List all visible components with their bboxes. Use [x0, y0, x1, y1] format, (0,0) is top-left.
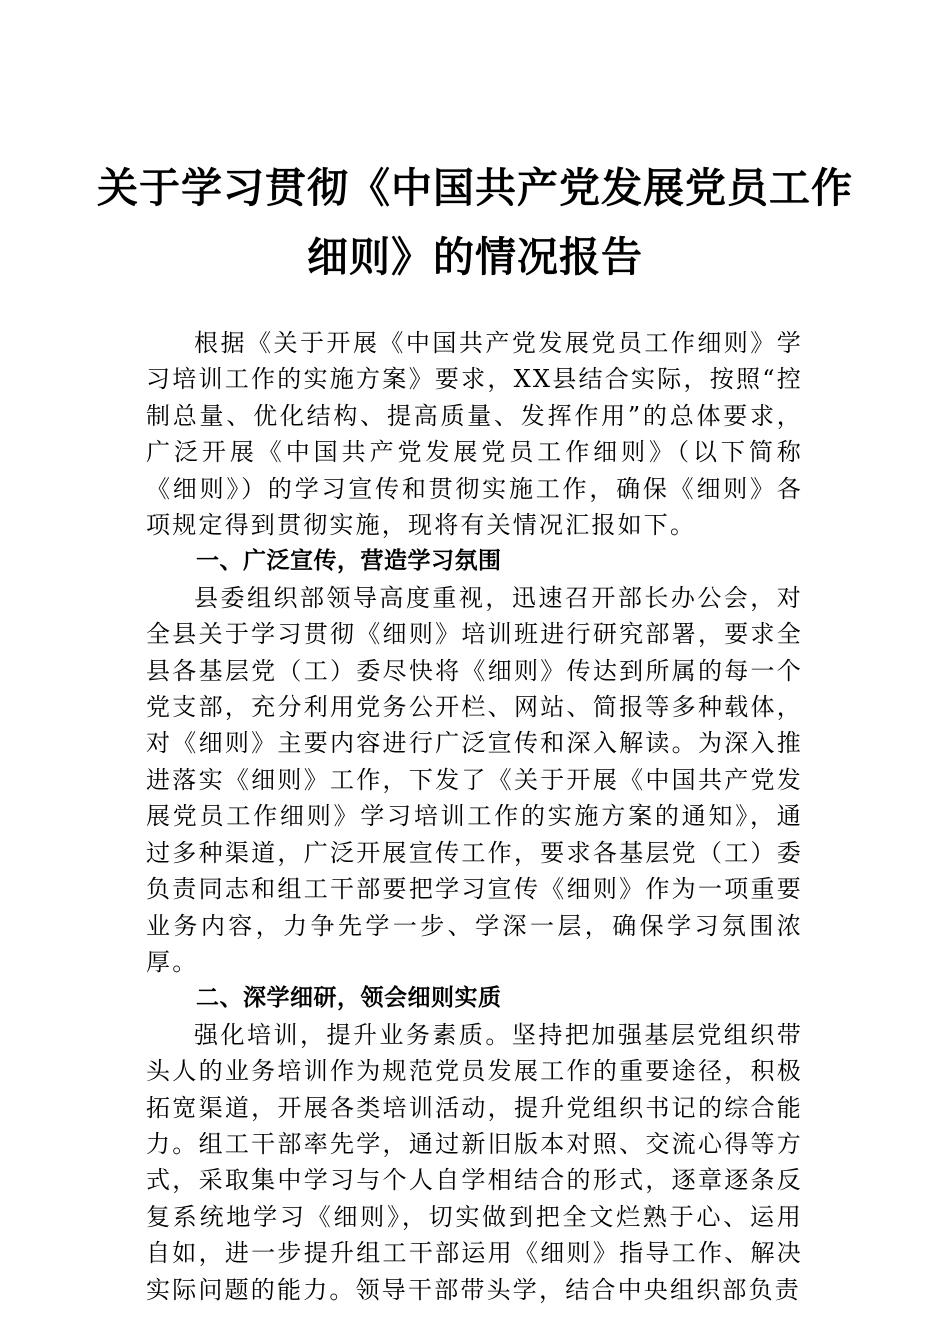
- body-paragraph-section-2: 强化培训，提升业务素质。坚持把加强基层党组织带头人的业务培训作为规范党员发展工作的重要途径，积极拓宽渠道，开展各类培训活动，提升党组织书记的综合能力。组工干部率先学，通过新旧版本对照、交流心得等方式，采取集中学习与个人自学相结合的形式，逐章逐条反复系统地学习《细则》，切实做到把全文烂熟于心、运用自如，进一步提升组工干部运用《细则》指导工作、解决实际问题的能力。领导干部带头学，结合中央组织部负责: [146, 1020, 803, 1304]
- section-heading-1: 一、广泛宣传，营造学习氛围: [196, 548, 502, 575]
- document-title-line-1: 关于学习贯彻《中国共产党发展党员工作: [97, 164, 853, 212]
- document-body: [146, 325, 803, 1308]
- section-heading-2: 二、深学细研，领会细则实质: [196, 985, 502, 1012]
- body-paragraph-intro: 根据《关于开展《中国共产党发展党员工作细则》学习培训工作的实施方案》要求，XX县结合实际，按照“控制总量、优化结构、提高质量、发挥作用”的总体要求，广泛开展《中国共产党发展党员工作细则》（以下简称《细则》）的学习宣传和贯彻实施工作，确保《细则》各项规定得到贯彻实施，现将有关情况汇报如下。: [146, 329, 803, 540]
- document-title-line-2: 细则》的情况报告: [307, 233, 643, 281]
- body-paragraph-section-1: 县委组织部领导高度重视，迅速召开部长办公会，对全县关于学习贯彻《细则》培训班进行研究部署，要求全县各基层党（工）委尽快将《细则》传达到所属的每一个党支部，充分利用党务公开栏、网站、简报等多种载体，对《细则》主要内容进行广泛宣传和深入解读。为深入推进落实《细则》工作，下发了《关于开展《中国共产党发展党员工作细则》学习培训工作的实施方案的通知》，通过多种渠道，广泛开展宣传工作，要求各基层党（工）委负责同志和组工干部要把学习宣传《细则》作为一项重要业务内容，力争先学一步、学深一层，确保学习氛围浓厚。: [146, 583, 803, 976]
